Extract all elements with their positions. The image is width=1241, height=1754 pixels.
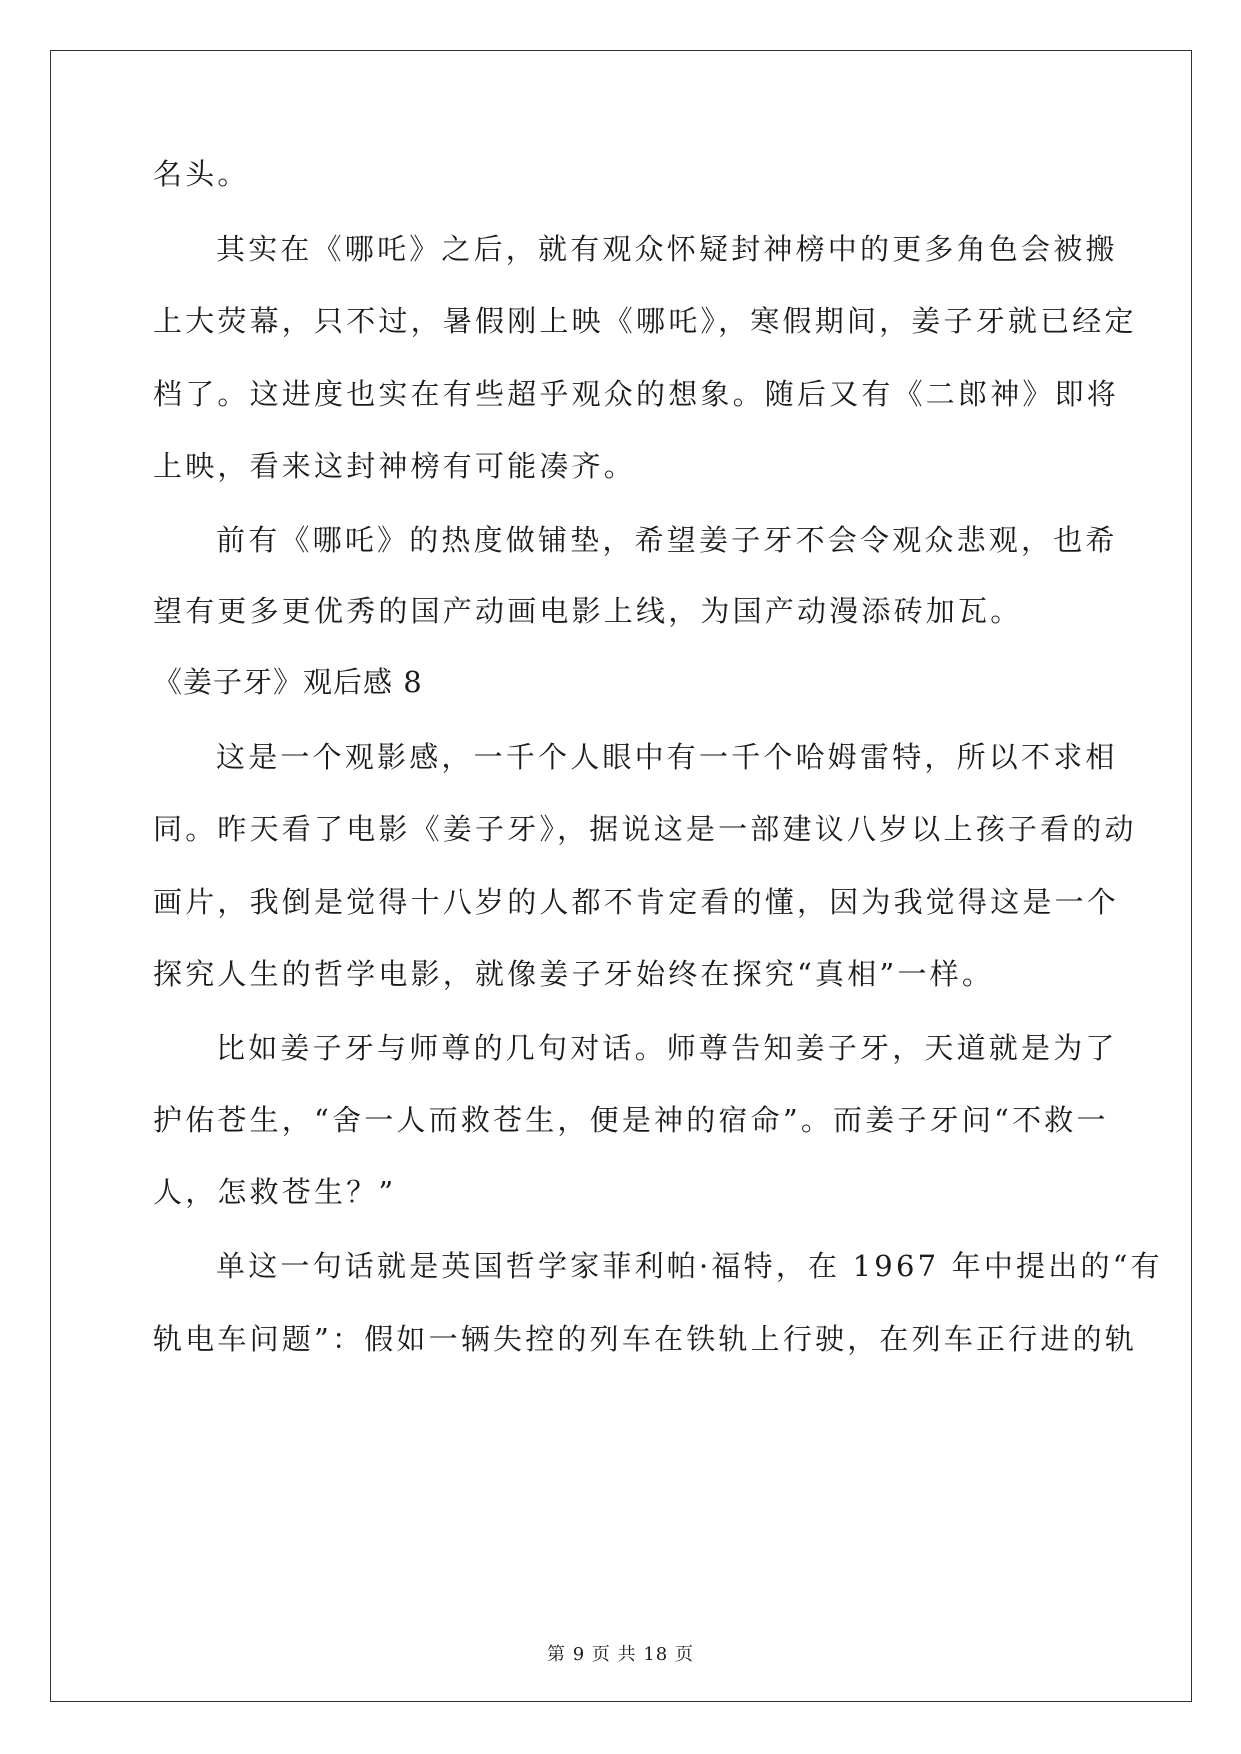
text-line: 探究人生的哲学电影，就像姜子牙始终在探究“真相”一样。 [153,957,995,991]
text-line: 档了。这进度也实在有些超乎观众的想象。随后又有《二郎神》即将 [153,377,1120,411]
text-line: 护佑苍生，“舍一人而救苍生，便是神的宿命”。而姜子牙问“不救一 [153,1103,1109,1137]
paragraph-start: 单这一句话就是英国哲学家菲利帕·福特，在 1967 年中提出的“有 [216,1249,1163,1283]
text-line: 轨电车问题”：假如一辆失控的列车在铁轨上行驶，在列车正行进的轨 [153,1322,1138,1356]
text-line: 画片，我倒是觉得十八岁的人都不肯定看的懂，因为我觉得这是一个 [153,885,1120,919]
page-footer: 第 9 页 共 18 页 [547,1644,694,1665]
paragraph-start: 前有《哪吒》的热度做铺垫，希望姜子牙不会令观众悲观，也希 [216,523,1118,557]
paragraph-start: 其实在《哪吒》之后，就有观众怀疑封神榜中的更多角色会被搬 [216,232,1118,266]
page-border [50,50,1192,1702]
paragraph-start: 这是一个观影感，一千个人眼中有一千个哈姆雷特，所以不求相 [216,740,1118,774]
text-line: 望有更多更优秀的国产动画电影上线，为国产动漫添砖加瓦。 [153,594,1023,628]
text-line: 上大荧幕，只不过，暑假刚上映《哪吒》，寒假期间，姜子牙就已经定 [153,304,1137,338]
text-line: 上映，看来这封神榜有可能凑齐。 [153,449,637,483]
text-line: 同。昨天看了电影《姜子牙》，据说这是一部建议八岁以上孩子看的动 [153,812,1137,846]
text-line: 名头。 [153,157,250,191]
text-line: 人，怎救苍生？” [153,1175,397,1209]
paragraph-start: 比如姜子牙与师尊的几句对话。师尊告知姜子牙，天道就是为了 [216,1031,1118,1065]
section-heading: 《姜子牙》观后感 8 [153,665,423,699]
